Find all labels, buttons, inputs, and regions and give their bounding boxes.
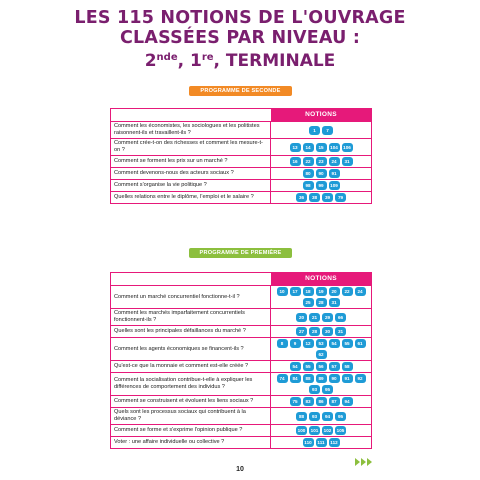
notions-cell (271, 192, 371, 203)
notion-badge[interactable]: 102 (323, 428, 332, 433)
chevron-right-icon (355, 458, 360, 466)
triple-chevron-right-icon[interactable] (355, 458, 375, 468)
question-text: Quelles sont les principales défaillances du marché ? (111, 326, 271, 337)
page-title (0, 8, 480, 71)
notions-cell (271, 122, 371, 138)
notion-badge[interactable]: 111 (317, 440, 325, 445)
notion-badge[interactable]: 12 (303, 339, 314, 348)
title-line-3 (0, 48, 480, 71)
notion-badge[interactable]: 10 (277, 287, 288, 296)
question-text: Comment se construisent et évoluent les liens sociaux ? (111, 396, 271, 407)
notion-badge[interactable]: 79 (335, 193, 346, 202)
question-text: Comment les économistes, les sociologues et les politistes raisonnent-ils et travaillent-ils ? (111, 122, 271, 138)
notion-badge[interactable]: 95 (335, 412, 346, 421)
notion-badge[interactable]: 30 (322, 327, 333, 336)
question-text: Qu'est-ce que la monnaie et comment est-elle créée ? (111, 361, 271, 372)
notion-badge[interactable]: 94 (322, 412, 333, 421)
notion-badge[interactable]: 31 (329, 298, 340, 307)
notions-cell (271, 437, 371, 448)
notion-badge[interactable]: 15 (316, 143, 327, 152)
notions-cell (271, 180, 371, 191)
question-text: Comment un marché concurrentiel fonctionne-t-il ? (111, 286, 271, 308)
notion-badge[interactable]: 83 (303, 397, 314, 406)
table-premiere (110, 272, 372, 449)
question-text: Comment s'organise la vie politique ? (111, 180, 271, 191)
notion-badge[interactable]: 62 (316, 350, 327, 359)
notions-header: NOTIONS (271, 273, 371, 285)
title-line-2: CLASSÉES PAR NIVEAU : (119, 28, 361, 48)
notion-badge[interactable]: 27 (296, 327, 307, 336)
table-row (111, 155, 371, 167)
question-text: Comment se forment les prix sur un marché ? (111, 156, 271, 167)
notions-cell (271, 373, 371, 395)
notion-badge[interactable]: 21 (309, 313, 320, 322)
notion-badge[interactable]: 9 (290, 339, 301, 348)
table-header (111, 273, 371, 285)
question-text: Comment se forme et s'exprime l'opinion publique ? (111, 425, 271, 436)
table-seconde (110, 108, 372, 204)
notion-badge[interactable]: 55 (342, 339, 353, 348)
chevron-right-icon (367, 458, 372, 466)
notion-badge[interactable]: 58 (342, 362, 353, 371)
table-row (111, 360, 371, 372)
chevron-right-icon (361, 458, 366, 466)
notions-cell (271, 139, 371, 155)
table-row (111, 121, 371, 138)
notion-badge[interactable]: 20 (296, 313, 307, 322)
header-blank (111, 109, 271, 121)
notion-badge[interactable]: 29 (322, 313, 333, 322)
notion-badge[interactable]: 53 (316, 339, 327, 348)
notion-badge[interactable]: 74 (277, 374, 288, 383)
notion-badge[interactable]: 109 (330, 183, 338, 188)
notion-badge[interactable]: 18 (303, 287, 314, 296)
notion-badge[interactable]: 91 (329, 169, 340, 178)
notion-badge[interactable]: 110 (304, 440, 312, 445)
notion-badge[interactable]: 101 (310, 428, 319, 433)
level-premiere: , 1 (177, 51, 202, 71)
level-seconde: 2 (144, 51, 157, 71)
notion-badge[interactable]: 36 (296, 193, 307, 202)
notion-badge[interactable]: 28 (316, 298, 327, 307)
notion-badge[interactable]: 61 (355, 339, 366, 348)
notion-badge[interactable]: 7 (322, 126, 333, 135)
notion-badge[interactable]: 17 (290, 287, 301, 296)
question-text: Comment la socialisation contribue-t-elle à expliquer les différences de comportement des individus ? (111, 373, 271, 395)
notions-cell (271, 408, 371, 424)
table-header (111, 109, 371, 121)
notion-badge[interactable]: 24 (329, 157, 340, 166)
notion-badge[interactable]: 93 (309, 412, 320, 421)
notions-cell (271, 286, 371, 308)
table-row (111, 407, 371, 424)
notion-badge[interactable]: 20 (329, 287, 340, 296)
question-text: Comment les agents économiques se financent-ils ? (111, 338, 271, 360)
notion-badge[interactable]: 38 (309, 193, 320, 202)
notion-badge[interactable]: 25 (303, 298, 314, 307)
notion-badge[interactable]: 55 (303, 362, 314, 371)
question-text: Quelles relations entre le diplôme, l'emploi et le salaire ? (111, 192, 271, 203)
page-number: 10 (236, 466, 244, 473)
table-row (111, 179, 371, 191)
notion-badge[interactable]: 88 (296, 412, 307, 421)
table-row (111, 337, 371, 360)
notions-cell (271, 425, 371, 436)
notions-cell (271, 326, 371, 337)
notion-badge[interactable]: 90 (316, 169, 327, 178)
notion-badge[interactable]: 80 (303, 169, 314, 178)
notion-badge[interactable]: 106 (343, 144, 351, 150)
notions-cell (271, 168, 371, 179)
notion-badge[interactable]: 14 (303, 143, 314, 152)
question-text: Comment devenons-nous des acteurs sociaux ? (111, 168, 271, 179)
notion-badge[interactable]: 94 (342, 397, 353, 406)
header-blank (111, 273, 271, 285)
table-row (111, 308, 371, 325)
notion-badge[interactable]: 84 (290, 374, 301, 383)
notion-badge[interactable]: 31 (342, 157, 353, 166)
notions-cell (271, 338, 371, 360)
table-row (111, 395, 371, 407)
notion-badge[interactable]: 1 (309, 126, 320, 135)
notion-badge[interactable]: 66 (335, 313, 346, 322)
notions-cell (271, 361, 371, 372)
notion-badge[interactable]: 22 (303, 157, 314, 166)
section-label-premiere: PROGRAMME DE PREMIÈRE (189, 248, 292, 258)
question-text: Comment les marchés imparfaitement concurrentiels fonctionnent-ils ? (111, 309, 271, 325)
notions-cell (271, 396, 371, 407)
level-seconde-sup: nde (156, 52, 178, 63)
section-label-seconde: PROGRAMME DE SECONDE (189, 86, 292, 96)
level-premiere-sup: re (201, 52, 214, 63)
table-body (111, 121, 371, 203)
notion-badge[interactable]: 13 (290, 143, 301, 152)
notions-cell (271, 309, 371, 325)
notion-badge[interactable]: 105 (336, 428, 345, 433)
notion-badge[interactable]: 31 (335, 327, 346, 336)
notion-badge[interactable]: 75 (290, 397, 301, 406)
notion-badge[interactable]: 8 (277, 339, 288, 348)
notion-badge[interactable]: 87 (329, 397, 340, 406)
notion-badge[interactable]: 24 (355, 287, 366, 296)
notion-badge[interactable]: 22 (342, 287, 353, 296)
notions-cell (271, 156, 371, 167)
notion-badge[interactable]: 28 (309, 327, 320, 336)
notion-badge[interactable]: 112 (330, 440, 338, 445)
title-line-1: LES 115 NOTIONS DE L'OUVRAGE (74, 8, 406, 28)
table-row (111, 191, 371, 203)
notion-badge[interactable]: 39 (322, 193, 333, 202)
table-row (111, 167, 371, 179)
notion-badge[interactable]: 95 (322, 385, 333, 394)
question-text: Comment crée-t-on des richesses et comment les mesure-t-on ? (111, 139, 271, 155)
notion-badge[interactable]: 93 (309, 385, 320, 394)
question-text: Voter : une affaire individuelle ou collective ? (111, 437, 271, 448)
notion-badge[interactable]: 92 (355, 374, 366, 383)
notion-badge[interactable]: 57 (329, 362, 340, 371)
level-terminale: , TERMINALE (213, 51, 336, 71)
notion-badge[interactable]: 99 (316, 181, 327, 190)
notion-badge[interactable]: 89 (316, 374, 327, 383)
table-body (111, 285, 371, 448)
notion-badge[interactable]: 56 (316, 362, 327, 371)
table-row (111, 285, 371, 308)
notion-badge[interactable]: 16 (290, 157, 301, 166)
notion-badge[interactable]: 54 (290, 362, 301, 371)
table-row (111, 424, 371, 436)
table-row (111, 372, 371, 395)
notion-badge[interactable]: 100 (297, 428, 306, 433)
notion-badge[interactable]: 19 (316, 287, 327, 296)
notions-header: NOTIONS (271, 109, 371, 121)
notion-badge[interactable]: 98 (303, 181, 314, 190)
notion-badge[interactable]: 104 (330, 144, 338, 150)
notion-badge[interactable]: 86 (316, 397, 327, 406)
question-text: Quels sont les processus sociaux qui contribuent à la déviance ? (111, 408, 271, 424)
notion-badge[interactable]: 54 (329, 339, 340, 348)
notion-badge[interactable]: 88 (303, 374, 314, 383)
notion-badge[interactable]: 23 (316, 157, 327, 166)
table-row (111, 436, 371, 448)
notion-badge[interactable]: 91 (342, 374, 353, 383)
table-row (111, 138, 371, 155)
table-row (111, 325, 371, 337)
notion-badge[interactable]: 90 (329, 374, 340, 383)
